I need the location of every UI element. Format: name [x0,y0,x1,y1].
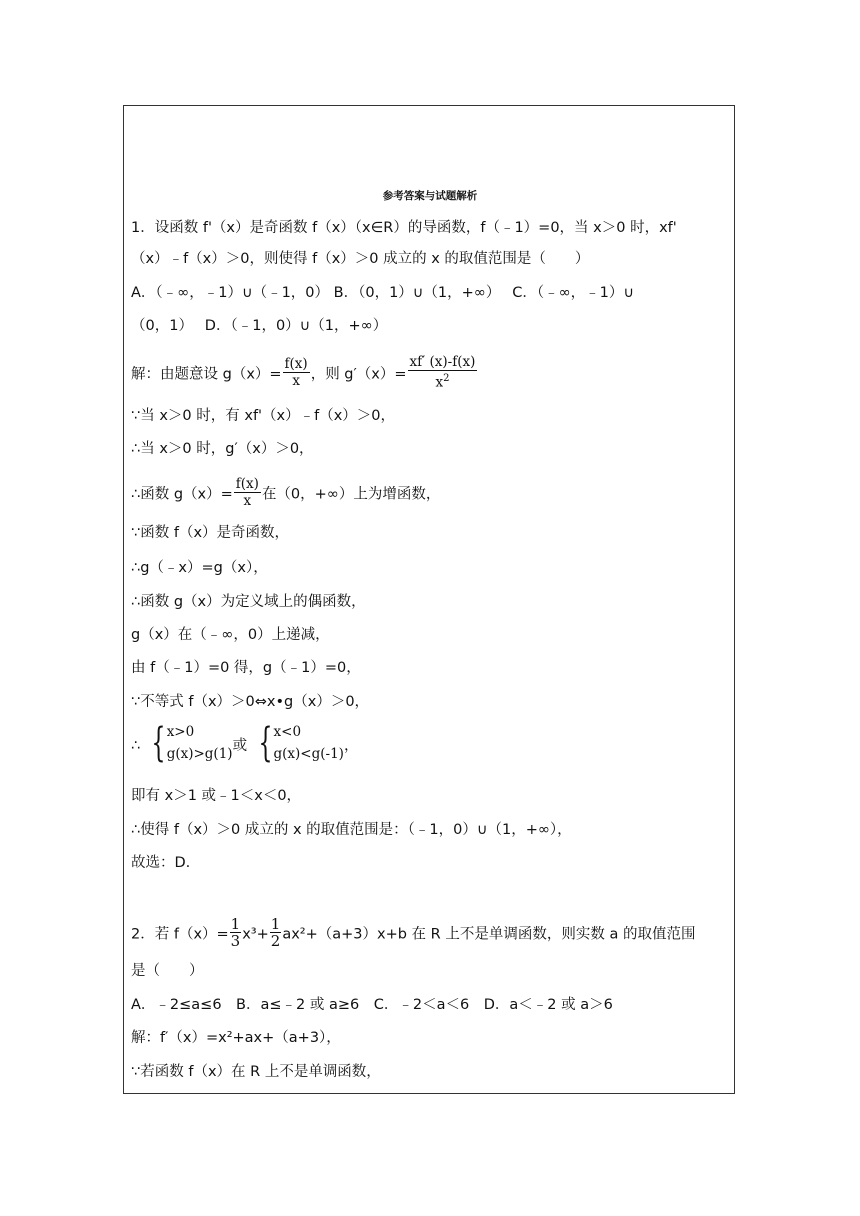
q1-solution-line-12: 即有 x＞1 或﹣1＜x＜0， [131,788,302,804]
fraction-denominator: 3 [230,932,241,950]
q2-stem-line-2: 是（ ） [131,963,204,979]
fraction-numerator: f(x) [284,355,308,372]
q2-prefix: 2．若 f（x）= [131,926,229,943]
fraction-denominator: x [292,372,300,389]
q1-solution-line-8: g（x）在（﹣∞，0）上递减， [131,627,330,643]
therefore-symbol: ∴ [131,738,141,754]
q2-options-line: A．﹣2≤a≤6 B．a≤﹣2 或 a≥6 C．﹣2＜a＜6 D．a＜﹣2 或 a＞6 [131,997,613,1013]
fraction-numerator: 1 [270,915,281,933]
left-brace: { [151,720,166,766]
fraction-g [283,356,310,389]
fraction-numerator: 1 [230,915,241,933]
q1-solution-line-3: ∴当 x＞0 时，g′（x）＞0， [131,441,314,457]
comma: ， [343,738,359,754]
fraction-g-prime [408,354,478,391]
q2-term-2: ax²+（a+3）x+b 在 R 上不是单调函数，则实数 a 的取值范围 [282,926,696,943]
denominator-base: x [435,374,444,391]
fraction-denominator: x [243,493,252,509]
q1-solution-line-4 [131,478,440,511]
system-row: x>0 [166,724,195,740]
q1-solution-line-9: 由 f（﹣1）=0 得，g（﹣1）=0， [131,660,361,676]
inequality-system-1 [140,721,232,765]
sol-prefix: 解：由题意设 g（x）= [131,366,282,383]
fraction-numerator: f(x) [235,476,259,492]
q1-stem-line-1: 1．设函数 f'（x）是奇函数 f（x）（x∈R）的导函数，f（﹣1）=0，当 x＞0 时，xf' [131,220,677,236]
system-row: x<0 [273,724,302,740]
fraction-one-half [270,916,282,949]
inequality-system-2 [247,721,344,765]
or-text: 或 [232,738,248,754]
q1-options-line-2: （0，1） D．（﹣1，0）∪（1，+∞） [131,318,388,334]
q1-options-line-1: A．（﹣∞，﹣1）∪（﹣1，0） B．（0，1）∪（1，+∞） C．（﹣∞，﹣1）∪ [131,285,635,301]
q1-solution-line-1 [131,356,478,393]
q1-solution-line-10: ∵不等式 f（x）＞0⇔x•g（x）＞0， [131,694,370,710]
system-row: g(x)<g(-1) [273,746,344,762]
sol-mid: ，则 g′（x）= [310,366,407,383]
s4-prefix: ∴函数 g（x）= [131,486,233,503]
fraction-g [234,476,261,509]
q1-solution-line-14: 故选：D. [131,855,191,871]
fraction-one-third [230,916,242,949]
q2-stem-line-1 [131,915,696,951]
q1-solution-line-13: ∴使得 f（x）＞0 成立的 x 的取值范围是：（﹣1，0）∪（1，+∞）， [131,822,572,838]
system-row: g(x)>g(1) [166,746,233,762]
q1-solution-line-6: ∴g（﹣x）=g（x）， [131,560,268,576]
q1-solution-line-7: ∴函数 g（x）为定义域上的偶函数， [131,594,366,610]
q1-solution-line-11 [131,720,359,768]
fraction-denominator: 2 [270,932,281,950]
left-brace: { [258,720,273,766]
q2-solution-line-1: 解：f′（x）=x²+ax+（a+3）， [131,1030,341,1046]
s4-suffix: 在（0，+∞）上为增函数， [261,486,441,503]
q1-solution-line-5: ∵函数 f（x）是奇函数， [131,525,290,541]
denominator-exponent: 2 [443,373,450,384]
section-title: 参考答案与试题解析 [382,190,478,202]
q2-term-1: x³+ [242,926,269,943]
q1-stem-line-2: （x）﹣f（x）＞0，则使得 f（x）＞0 成立的 x 的取值范围是（ ） [131,251,590,267]
fraction-numerator: xf′ (x)-f(x) [409,354,476,370]
fraction-denominator [408,371,478,391]
q2-solution-line-2: ∵若函数 f（x）在 R 上不是单调函数， [131,1064,381,1080]
q1-solution-line-2: ∵当 x＞0 时，有 xf'（x）﹣f（x）＞0， [131,408,396,424]
